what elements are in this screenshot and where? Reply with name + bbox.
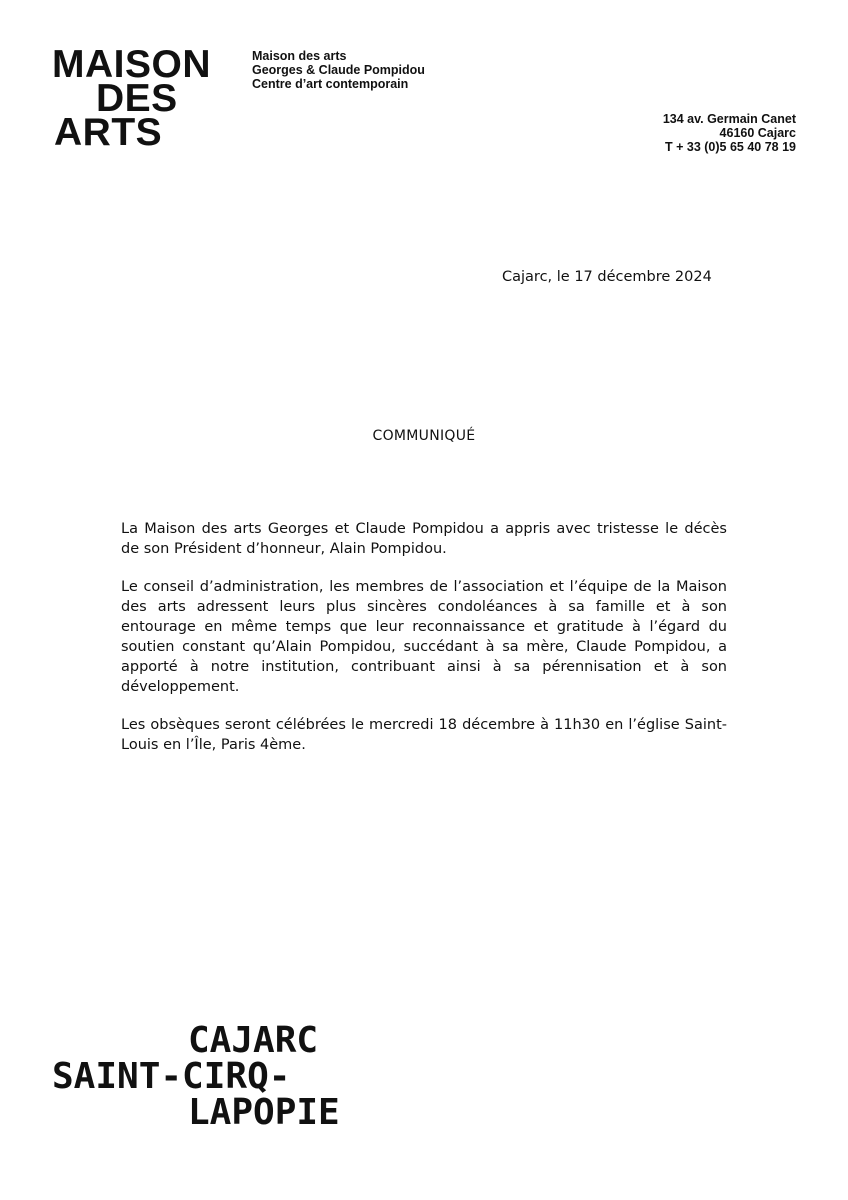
- maison-des-arts-logo: [52, 43, 242, 154]
- body-paragraph: Les obsèques seront célébrées le mercredi 18 décembre à 11h30 en l’église Saint-Louis en l’Île, Paris 4ème.: [121, 717, 727, 753]
- letter-body: [121, 519, 727, 773]
- logo-line-arts: ARTS: [54, 111, 163, 154]
- place-line-saint-cirq: SAINT-CIRQ-: [52, 1056, 291, 1097]
- logo-line-des: DES: [96, 77, 178, 120]
- letter-date: Cajarc, le 17 décembre 2024: [502, 269, 712, 285]
- place-names-logo: [52, 1020, 340, 1133]
- org-line-name: Maison des arts: [252, 49, 347, 63]
- organization-name-block: [252, 49, 425, 91]
- body-paragraph: La Maison des arts Georges et Claude Pompidou a appris avec tristesse le décès de son Président d’honneur, Alain Pompidou.: [121, 521, 727, 557]
- address-street: 134 av. Germain Canet: [662, 112, 796, 126]
- org-line-type: Centre d’art contemporain: [252, 77, 409, 91]
- body-paragraph: Le conseil d’administration, les membres de l’association et l’équipe de la Maison des arts adressent leurs plus sincères condoléances à sa famille et à son entourage en même temps que leur reconnaissance et gratitude à l’égard du soutien constant qu’Alain Pompidou, succédant à sa mère, Claude Pompidou, a apporté à notre institution, contribuant ainsi à sa pérennisation et à son développement.: [121, 579, 727, 695]
- org-line-founders: Georges & Claude Pompidou: [252, 63, 425, 77]
- logo-line-maison: MAISON: [52, 43, 211, 86]
- address-city: 46160 Cajarc: [719, 126, 796, 140]
- place-line-cajarc: CAJARC: [188, 1020, 319, 1061]
- address-phone: T + 33 (0)5 65 40 78 19: [665, 140, 796, 154]
- place-line-lapopie: LAPOPIE: [188, 1092, 340, 1133]
- letter-title: COMMUNIQUÉ: [372, 428, 476, 444]
- address-block: [663, 112, 796, 154]
